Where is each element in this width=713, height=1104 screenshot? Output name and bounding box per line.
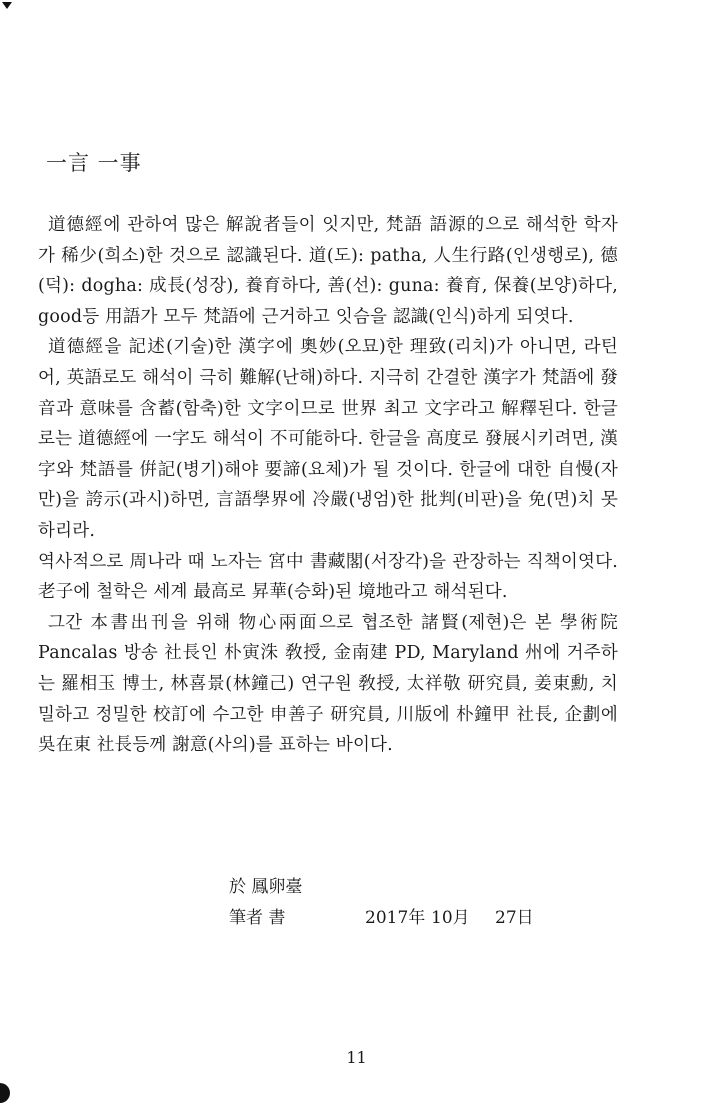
scan-corner-mark — [2, 2, 12, 9]
signature-author: 筆者 書 — [229, 908, 286, 928]
paragraph-1: 道德經에 관하여 많은 解說者들이 잇지만, 梵語 語源的으로 해석한 학자가 稀少(희소)한 것으로 認識된다. 道(도): patha, 人生行路(인생행로), 德(덕): dogha: 成長(성장), 養育하다, 善(선): guna: 養育, 保養(보양)하다, good등 用語가 모두 梵語에 근거하고 잇슴을 認識(인식)하게 되엿다. — [38, 215, 618, 327]
page-number: 11 — [346, 1048, 367, 1067]
signature-day: 27日 — [495, 908, 534, 928]
signature-place: 於 鳳卵臺 — [229, 877, 303, 897]
body-text — [38, 210, 618, 761]
paragraph-4: 그간 本書出刊을 위해 物心兩面으로 협조한 諸賢(제현)은 본 學術院 Pancalas 방송 社長인 朴寅洙 敎授, 金南建 PD, Maryland 州에 거주하는 羅相玉 博士, 林喜景(林鐘己) 연구원 敎授, 太祥敬 研究員, 姜東勳, 치밀하고 정밀한 校訂에 수고한 申善子 研究員, 川版에 朴鐘甲 社長, 企劃에 吳在東 社長등께 謝意(사의)를 표하는 바이다. — [38, 612, 618, 756]
signature-month: 10月 — [431, 908, 470, 928]
paragraph-3: 역사적으로 周나라 때 노자는 宮中 書藏閣(서장각)을 관장하는 직책이엿다. 老子에 철학은 세계 最高로 昇華(승화)된 境地라고 해석된다. — [38, 551, 618, 603]
signature-year: 2017年 — [365, 908, 426, 928]
paragraph-2: 道德經을 記述(기술)한 漢字에 奧妙(오묘)한 理致(리치)가 아니면, 라틴어, 英語로도 해석이 극히 難解(난해)하다. 지극히 간결한 漢字가 梵語에 發音과 意味를 含蓄(함축)한 文字이므로 世界 최고 文字라고 解釋된다. 한글로는 道德經에 一字도 해석이 不可能하다. 한글을 高度로 發展시키려면, 漢字와 梵語를 倂記(병기)해야 要諦(요체)가 될 것이다. 한글에 대한 自慢(자만)을 誇示(과시)하면, 言語學界에 冷嚴(냉엄)한 批判(비판)을 免(면)치 못하리라. — [38, 337, 618, 541]
scan-edge-blot — [0, 1083, 10, 1103]
page-title: 一言 一事 — [46, 151, 142, 175]
signature-line — [229, 903, 534, 928]
